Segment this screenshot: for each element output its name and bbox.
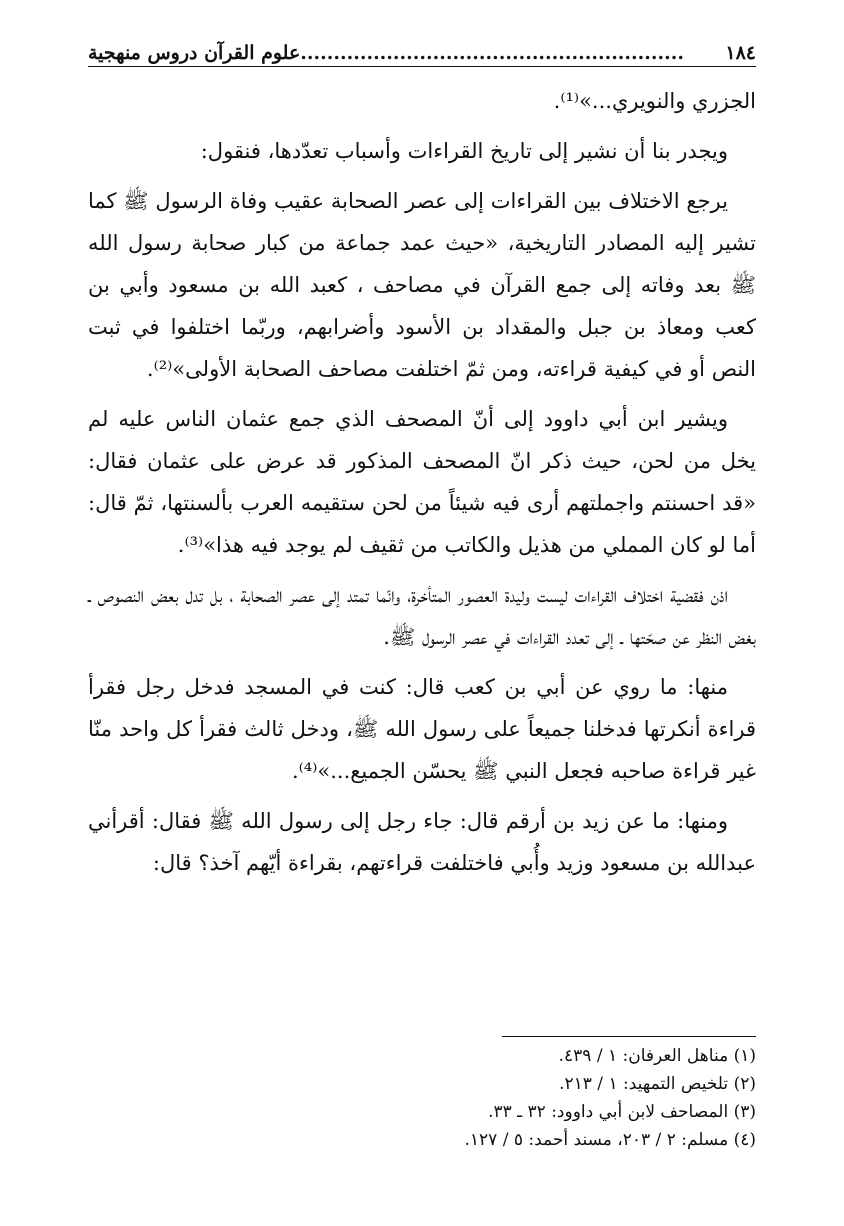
footnote-4: (٤) مسلم: ٢ / ٢٠٣، مسند أحمد: ٥ / ١٢٧. — [464, 1130, 756, 1150]
paragraph-7: ومنها: ما عن زيد بن أرقم قال: جاء رجل إلى رسول الله ﷺ فقال: أقرأني عبدالله بن مسعود وزيد وأُبي فاختلفت قراءتهم، بقراءة أيّهم آخذ؟ قال: — [88, 809, 756, 875]
header-rule — [88, 66, 756, 67]
paragraph-4: ويشير ابن أبي داوود إلى أنّ المصحف الذي جمع عثمان الناس عليه لم يخل من لحن، حيث ذكر انّ المصحف المذكور قد عرض على عثمان فقال: «قد احسنتم واجملتهم أرى فيه شيئاً من لحن ستقيمه العرب بألسنتها، ثمّ قال: أما لو كان المملي من هذيل والكاتب من ثقيف لم يوجد فيه هذا»⁽³⁾. — [88, 407, 756, 557]
footnote-2: (٢) تلخيص التمهيد: ١ / ٢١٣. — [559, 1074, 756, 1094]
paragraph-2: ويجدر بنا أن نشير إلى تاريخ القراءات وأسباب تعدّدها، فنقول: — [200, 139, 728, 163]
paragraph-3: يرجع الاختلاف بين القراءات إلى عصر الصحابة عقيب وفاة الرسول ﷺ كما تشير إليه المصادر التاريخية، «حيث عمد جماعة من كبار صحابة رسول الله ﷺ بعد وفاته إلى جمع القرآن في مصاحف ، كعبد الله بن مسعود وأبي بن كعب ومعاذ بن جبل والمقداد بن الأسود وأضرابهم، وربّما اختلفوا في ثبت النص أو في كيفية قراءته، ومن ثمّ اختلفت مصاحف الصحابة الأولى»⁽²⁾. — [88, 189, 756, 381]
paragraph-6: منها: ما روي عن أبي بن كعب قال: كنت في المسجد فدخل رجل فقرأ قراءة أنكرتها فدخلنا جميعاً على رسول الله ﷺ، ودخل ثالث فقرأ كل واحد منّا غير قراءة صاحبه فجعل النبي ﷺ يحسّن الجميع...»⁽⁴⁾. — [88, 675, 756, 783]
footnote-rule — [502, 1036, 756, 1037]
footnote-1: (١) مناهل العرفان: ١ / ٤٣٩. — [558, 1046, 756, 1066]
paragraph-5: اذن فقضية اختلاف القراءات ليست وليدة العصور المتأخرة، وانّما تمتد إلى عصر الصحابة ، بل تدل بعض النصوص ـ بغض النظر عن صحّتها ـ إلى تعدد القراءات في عصر الرسول ﷺ. — [88, 583, 756, 649]
body-text — [88, 80, 756, 892]
running-title: ..........................................................علوم القرآن دروس منهجية — [88, 42, 684, 64]
page-number: ١٨٤ — [725, 42, 756, 64]
footnote-3: (٣) المصاحف لابن أبي داوود: ٣٢ ـ ٣٣. — [488, 1102, 756, 1122]
page-header — [88, 30, 756, 64]
footnotes — [256, 1042, 756, 1154]
paragraph-1: الجزري والنويري...»⁽¹⁾. — [553, 89, 756, 113]
